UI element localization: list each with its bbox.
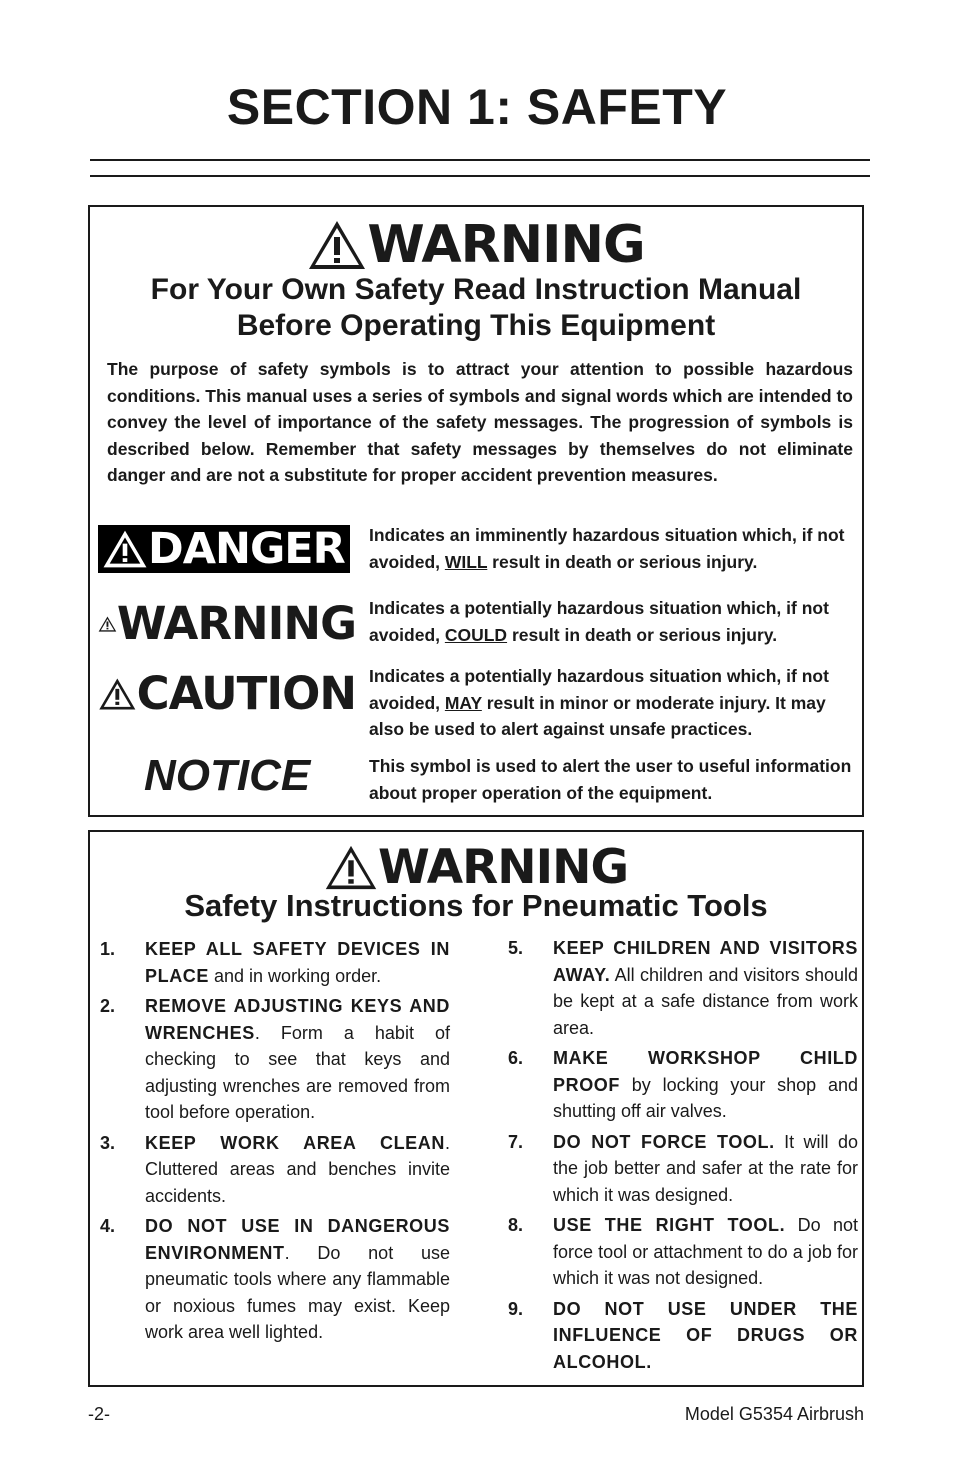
item-number: 3. xyxy=(100,1132,116,1153)
caution-desc-tail: result in minor or moderate injury. It may also be used to alert against unsafe practices. xyxy=(369,692,826,739)
item-number: 1. xyxy=(100,939,116,959)
safety-symbols-box xyxy=(88,205,864,817)
item-lead: REMOVE ADJUSTING KEYS AND WRENCHES xyxy=(145,996,450,1043)
section-title: SECTION 1: SAFETY xyxy=(226,79,728,135)
box1-heading-line2: Before Operating This Equipment xyxy=(236,309,716,342)
danger-desc-text: Indicates an imminently hazardous situation which, if not avoided, xyxy=(369,525,845,572)
caution-signal-word: CAUTION xyxy=(136,667,356,720)
warning-symbol-row xyxy=(98,597,858,653)
pneumatic-heading: Safety Instructions for Pneumatic Tools xyxy=(184,888,768,923)
item-text: It will do the job better and safer at the rate for which it was designed. xyxy=(553,1131,858,1205)
item-lead: DO NOT USE UNDER THE INFLUENCE OF DRUGS OR ALCOHOL. xyxy=(553,1298,858,1372)
item-number: 5. xyxy=(508,938,524,958)
item-text: by locking your shop and shutting off air valves. xyxy=(553,1074,858,1121)
caution-desc-emphasis: MAY xyxy=(444,692,482,713)
danger-signal-word: DANGER xyxy=(148,524,345,574)
title-rule-top xyxy=(90,159,870,161)
notice-symbol-row xyxy=(98,753,858,809)
warning-desc-text: Indicates a potentially hazardous situation which, if not avoided, xyxy=(369,598,829,645)
item-number: 9. xyxy=(508,1298,524,1319)
item-number: 6. xyxy=(508,1048,524,1068)
warning-desc-tail: result in death or serious injury. xyxy=(507,624,778,645)
caution-triangle-icon xyxy=(98,672,137,716)
list-item xyxy=(508,1129,858,1209)
safety-list-left xyxy=(100,936,450,1350)
caution-desc-text: Indicates a potentially hazardous situation which, if not avoided, xyxy=(369,666,829,713)
item-text: All children and visitors should be kept at a safe distance from work area. xyxy=(553,964,858,1038)
warning-header xyxy=(90,215,862,275)
item-number: 7. xyxy=(508,1131,524,1152)
danger-desc-tail: result in death or serious injury. xyxy=(487,551,758,572)
item-lead: MAKE WORKSHOP CHILD PROOF xyxy=(553,1048,858,1095)
item-text: . Cluttered areas and benches invite accidents. xyxy=(145,1132,450,1206)
list-item xyxy=(100,936,450,989)
list-item xyxy=(100,1130,450,1210)
warning-small-triangle-icon xyxy=(98,602,117,646)
notice-desc-text: This symbol is used to alert the user to useful information about proper operation of the equipment. xyxy=(369,756,852,803)
danger-triangle-icon xyxy=(102,529,148,569)
pneumatic-warning-header xyxy=(90,840,862,895)
list-item xyxy=(100,993,450,1126)
danger-symbol-row xyxy=(98,525,858,581)
item-lead: KEEP CHILDREN AND VISITORS AWAY. xyxy=(553,938,858,985)
danger-plate xyxy=(98,525,350,573)
caution-symbol-row xyxy=(98,667,858,747)
safety-list-right xyxy=(508,935,858,1379)
list-item xyxy=(508,1212,858,1292)
list-item xyxy=(100,1213,450,1346)
item-number: 2. xyxy=(100,996,116,1016)
safety-intro-paragraph: The purpose of safety symbols is to attract your attention to possible hazardous conditions. This manual uses a series of symbols and signal words which are intended to convey the level of importance of the safety messages. The progression of symbols is described below. Remember that safety messages by themselves do not eliminate danger and are not a substitute for proper accident prevention measures. xyxy=(107,359,853,485)
item-text: . Do not use pneumatic tools where any flammable or noxious fumes may exist. Keep work area well lighted. xyxy=(145,1242,450,1342)
warning-small-signal-word: WARNING xyxy=(116,597,356,650)
item-lead: DO NOT FORCE TOOL. xyxy=(553,1131,775,1152)
box1-heading-line1: For Your Own Safety Read Instruction Manual xyxy=(150,273,802,306)
warning-desc-emphasis: COULD xyxy=(444,624,508,645)
pneumatic-warning-signal-word: WARNING xyxy=(377,840,629,895)
page-number: -2- xyxy=(88,1404,110,1424)
notice-description xyxy=(369,753,861,806)
item-lead: DO NOT USE IN DANGEROUS ENVIRONMENT xyxy=(145,1216,450,1263)
item-lead: KEEP WORK AREA CLEAN xyxy=(145,1132,445,1153)
item-number: 8. xyxy=(508,1215,524,1235)
item-lead: USE THE RIGHT TOOL. xyxy=(553,1215,786,1235)
danger-description xyxy=(369,522,861,575)
item-text: . Form a habit of checking to see that keys and adjusting wrenches are removed from tool before operation. xyxy=(145,1022,450,1122)
item-lead: KEEP ALL SAFETY DEVICES IN PLACE xyxy=(145,939,450,986)
notice-signal-word: NOTICE xyxy=(144,751,311,800)
item-number: 4. xyxy=(100,1216,116,1236)
list-item xyxy=(508,1045,858,1125)
warning-description xyxy=(369,595,861,648)
pneumatic-safety-box xyxy=(88,830,864,1387)
list-item xyxy=(508,1296,858,1376)
warning-triangle-icon xyxy=(307,219,367,271)
pneumatic-warning-triangle-icon xyxy=(324,844,378,891)
item-text: and in working order. xyxy=(209,965,382,986)
warning-signal-word: WARNING xyxy=(367,215,645,275)
list-item xyxy=(508,935,858,1041)
model-label: Model G5354 Airbrush xyxy=(684,1404,864,1424)
item-text: Do not force tool or attachment to do a job for which it was not designed. xyxy=(553,1215,858,1288)
title-rule-bottom xyxy=(90,175,870,177)
danger-desc-emphasis: WILL xyxy=(444,551,488,572)
caution-description xyxy=(369,663,861,743)
